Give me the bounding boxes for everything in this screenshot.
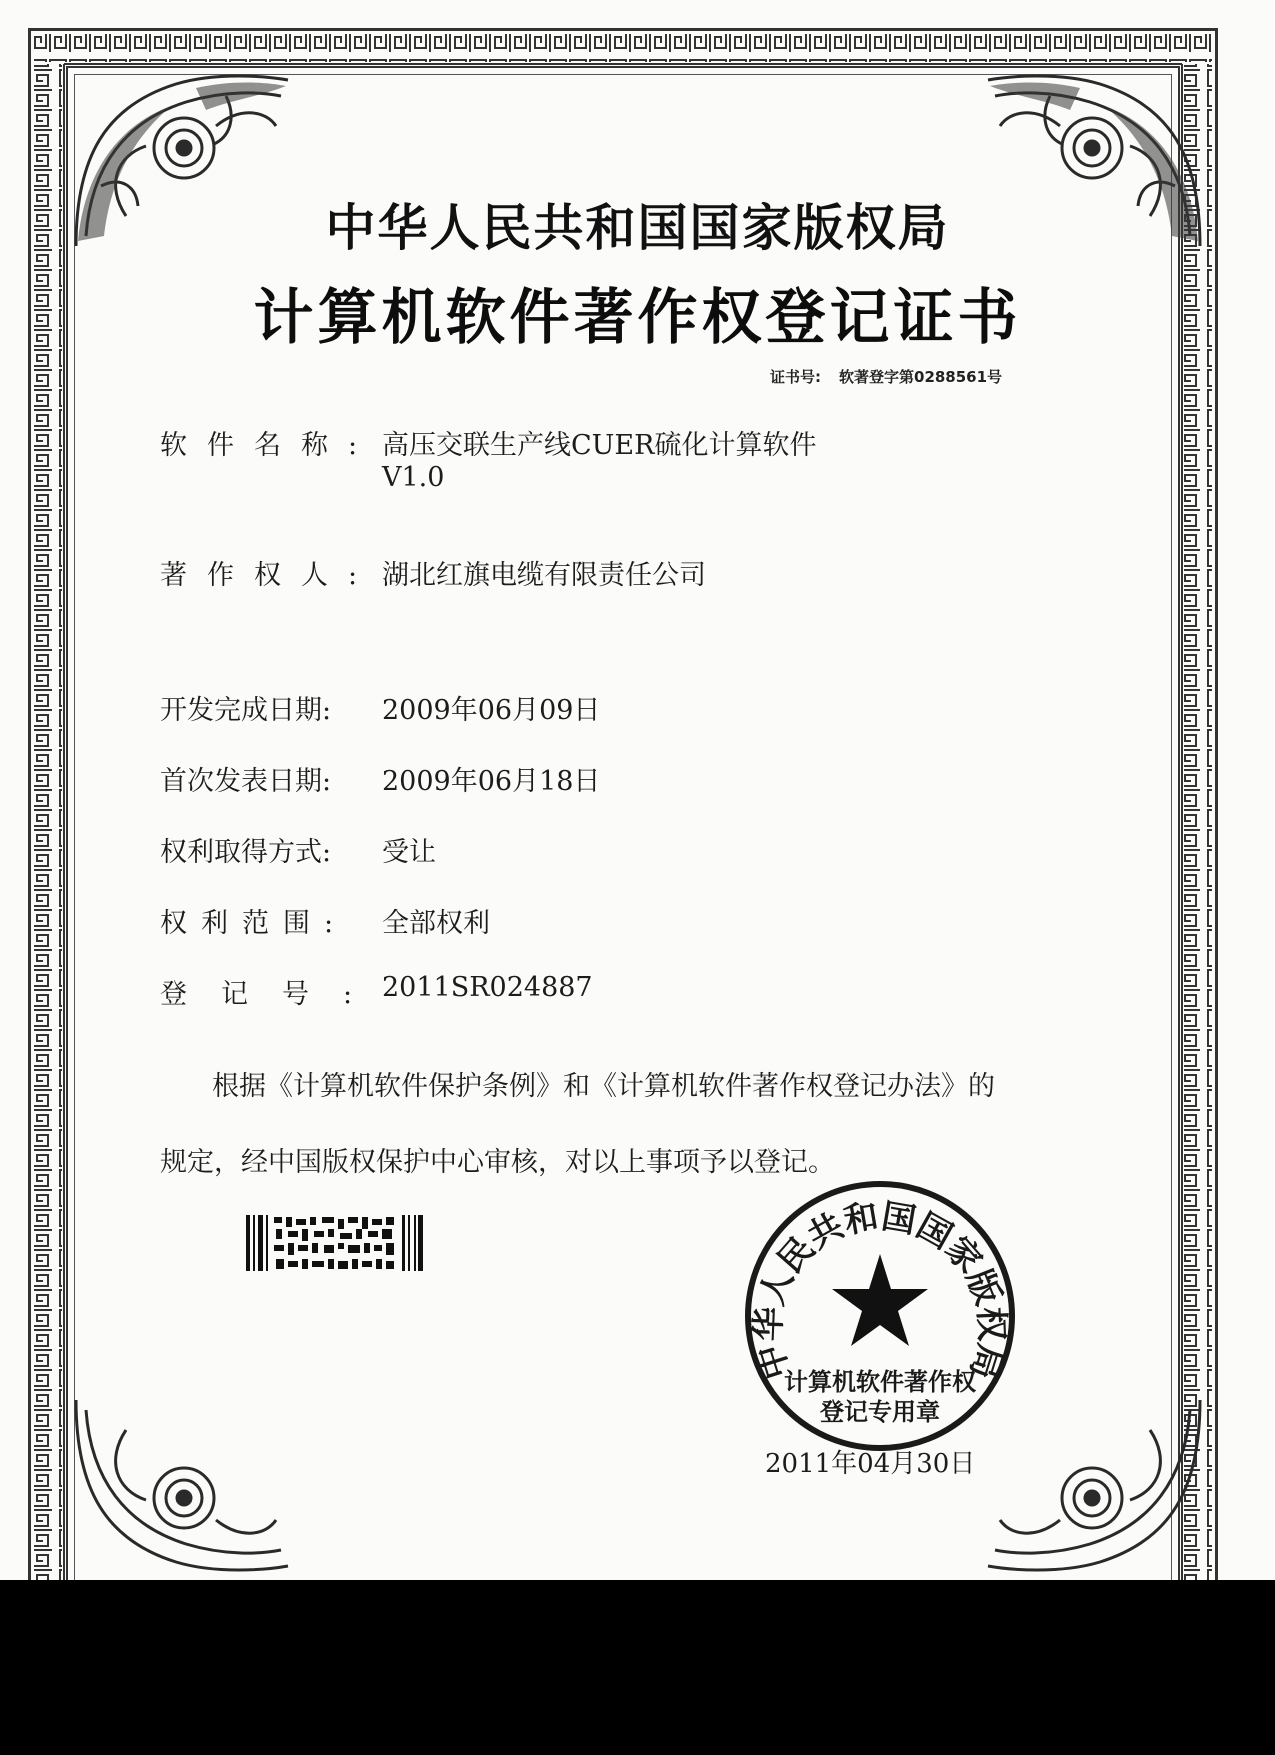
registration-number-label: 登记号: xyxy=(160,979,387,1010)
first-publish-date-label: 首次发表日期: xyxy=(160,766,332,797)
issuer-title: 中华人民共和国国家版权局 xyxy=(325,199,950,257)
seal-date: 2011年04月30日 xyxy=(765,1449,976,1479)
field-rights-scope xyxy=(160,901,490,940)
seal-star-icon xyxy=(832,1254,928,1346)
corner-ornament-bottom-left xyxy=(66,1390,296,1580)
certificate-title: 计算机软件著作权登记证书 xyxy=(253,283,1022,353)
copyright-owner-value: 湖北红旗电缆有限责任公司 xyxy=(382,560,706,591)
statement-line-1: 根据《计算机软件保护条例》和《计算机软件著作权登记办法》的 xyxy=(212,1071,995,1102)
field-software-name xyxy=(160,423,816,493)
scan-bottom-margin xyxy=(0,1580,1275,1755)
field-first-publish-date xyxy=(160,759,600,798)
seal-ring-textpath: 中华人民共和国国家版权局 xyxy=(748,1196,1012,1384)
certificate-number xyxy=(770,366,1002,387)
rights-scope-value: 全部权利 xyxy=(382,908,490,939)
field-completion-date xyxy=(160,688,600,727)
acquisition-method-label: 权利取得方式: xyxy=(160,837,332,868)
copyright-owner-label: 著作权人: xyxy=(160,560,378,591)
software-name-value xyxy=(382,423,816,493)
field-copyright-owner xyxy=(160,553,706,592)
software-name-label: 软件名称: xyxy=(160,430,378,461)
seal-inner-line-1: 计算机软件著作权 xyxy=(784,1368,976,1396)
field-acquisition-method xyxy=(160,830,436,869)
official-seal xyxy=(740,1176,1020,1456)
rights-scope-label: 权利范围: xyxy=(160,908,348,939)
first-publish-date-value: 2009年06月18日 xyxy=(382,766,601,797)
certificate-number-value: 软著登字第0288561号 xyxy=(839,368,1003,386)
software-name-value-line1: 高压交联生产线CUER硫化计算软件 xyxy=(382,430,817,461)
statement-line-2: 规定，经中国版权保护中心审核，对以上事项予以登记。 xyxy=(160,1147,835,1178)
acquisition-method-value: 受让 xyxy=(382,837,436,868)
software-name-value-line2: V1.0 xyxy=(382,462,445,493)
registration-number-value: 2011SR024887 xyxy=(382,972,593,1003)
completion-date-value: 2009年06月09日 xyxy=(382,695,601,726)
seal-inner-line-2: 登记专用章 xyxy=(820,1398,940,1426)
barcode xyxy=(246,1215,426,1271)
completion-date-label: 开发完成日期: xyxy=(160,695,332,726)
certificate-number-label: 证书号: xyxy=(770,368,821,386)
field-registration-number xyxy=(160,972,593,1011)
